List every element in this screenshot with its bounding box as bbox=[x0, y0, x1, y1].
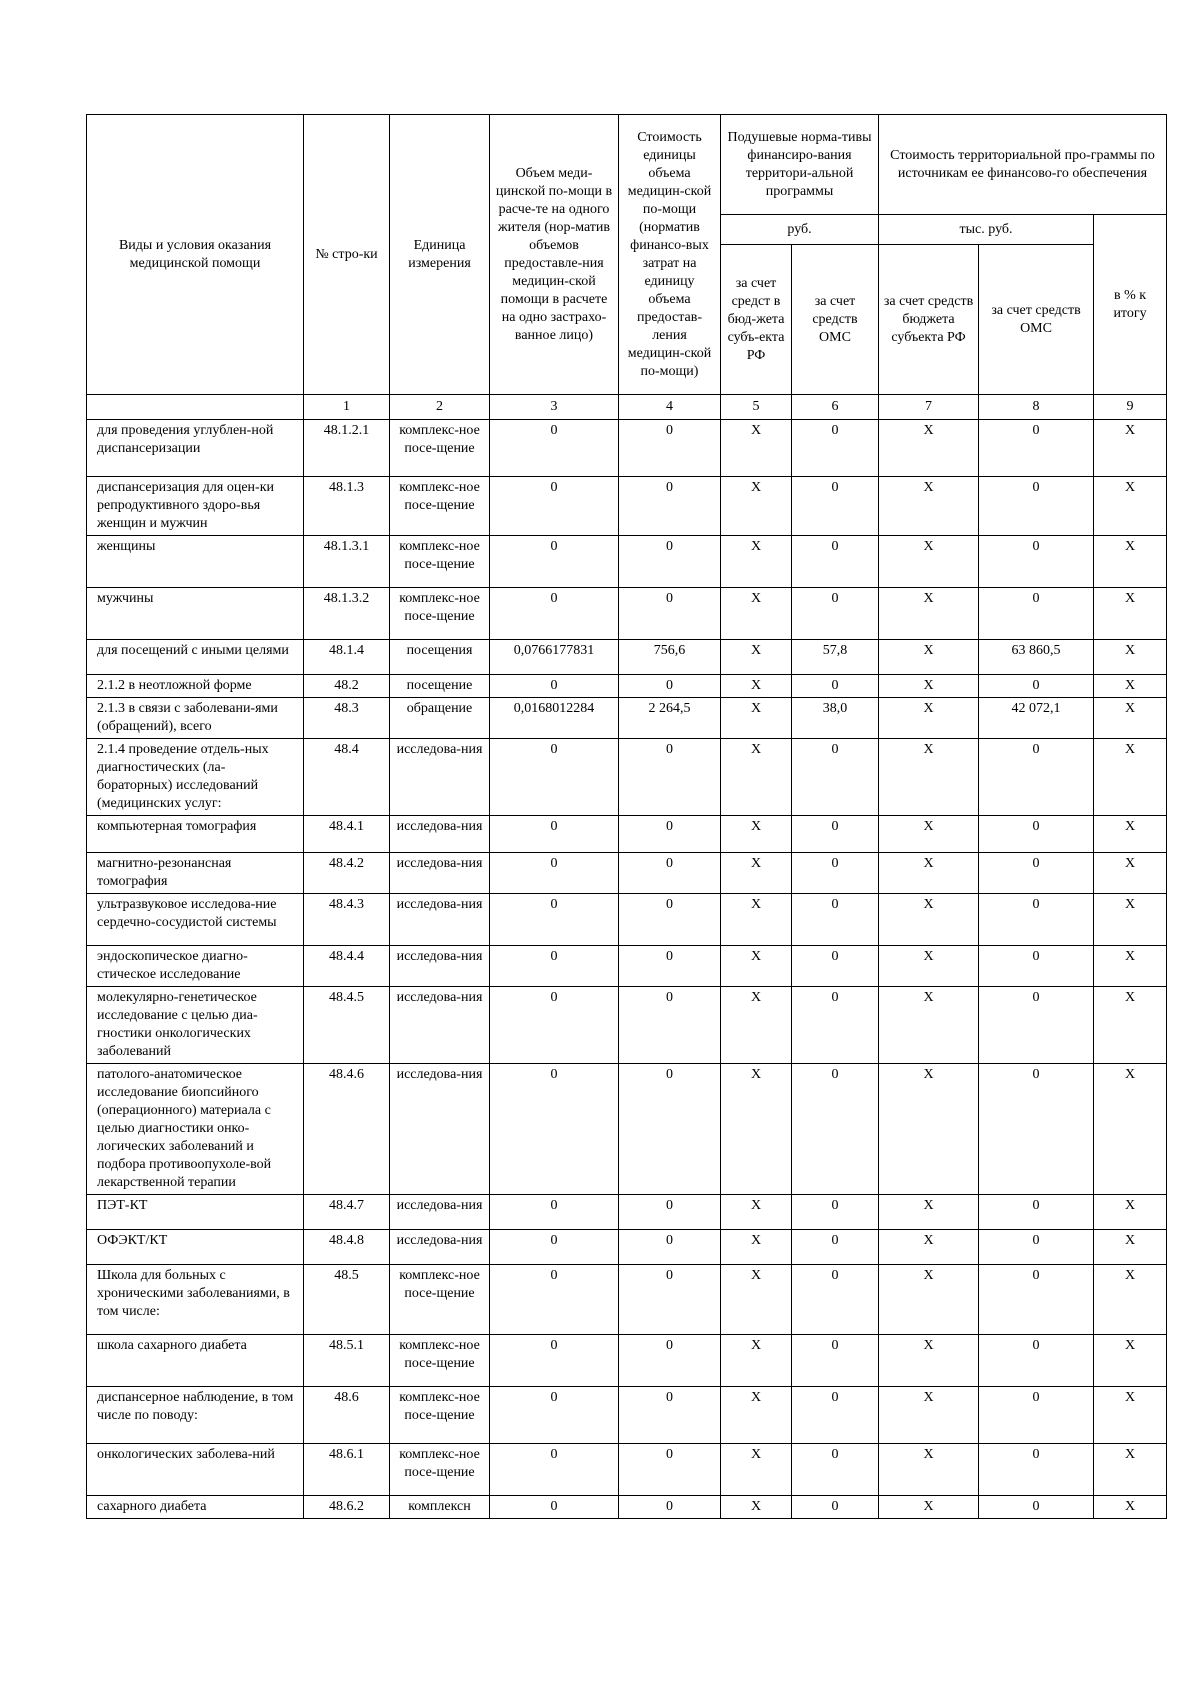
row-name: мужчины bbox=[87, 588, 304, 640]
row-budget-per-capita: X bbox=[721, 420, 792, 477]
row-oms-cost: 0 bbox=[979, 588, 1094, 640]
row-volume: 0 bbox=[490, 675, 619, 698]
table-row bbox=[87, 946, 1167, 987]
table-row bbox=[87, 1496, 1167, 1519]
row-percent: X bbox=[1094, 536, 1167, 588]
row-budget-cost: X bbox=[879, 675, 979, 698]
row-oms-per-capita: 38,0 bbox=[792, 698, 879, 739]
row-unit-cost: 0 bbox=[619, 894, 721, 946]
row-unit-cost: 0 bbox=[619, 739, 721, 816]
row-oms-cost: 0 bbox=[979, 675, 1094, 698]
row-oms-cost: 0 bbox=[979, 1230, 1094, 1265]
row-name: молекулярно-генетическое исследование с целью диа-гностики онкологических заболеваний bbox=[87, 987, 304, 1064]
row-number: 48.6.1 bbox=[304, 1444, 390, 1496]
row-oms-per-capita: 0 bbox=[792, 987, 879, 1064]
financing-table-container bbox=[86, 114, 1166, 1519]
row-budget-cost: X bbox=[879, 894, 979, 946]
row-budget-per-capita: X bbox=[721, 1444, 792, 1496]
column-number: 9 bbox=[1094, 395, 1167, 420]
row-budget-cost: X bbox=[879, 477, 979, 536]
table-row bbox=[87, 1195, 1167, 1230]
row-number: 48.6 bbox=[304, 1387, 390, 1444]
row-number: 48.5.1 bbox=[304, 1335, 390, 1387]
row-budget-cost: X bbox=[879, 946, 979, 987]
header-territorial-cost: Стоимость территориальной про-граммы по источникам ее финансово-го обеспечения bbox=[879, 115, 1167, 215]
row-name: для посещений с иными целями bbox=[87, 640, 304, 675]
table-row bbox=[87, 987, 1167, 1064]
row-volume: 0 bbox=[490, 536, 619, 588]
row-oms-cost: 0 bbox=[979, 1195, 1094, 1230]
row-number: 48.4.2 bbox=[304, 853, 390, 894]
row-budget-cost: X bbox=[879, 816, 979, 853]
row-unit-cost: 0 bbox=[619, 1195, 721, 1230]
column-number: 8 bbox=[979, 395, 1094, 420]
row-unit: исследова-ния bbox=[390, 739, 490, 816]
header-col9: в % к итогу bbox=[1094, 215, 1167, 395]
row-unit-cost: 2 264,5 bbox=[619, 698, 721, 739]
row-number: 48.1.3 bbox=[304, 477, 390, 536]
row-percent: X bbox=[1094, 1335, 1167, 1387]
row-oms-per-capita: 0 bbox=[792, 1444, 879, 1496]
row-number: 48.1.4 bbox=[304, 640, 390, 675]
row-name: сахарного диабета bbox=[87, 1496, 304, 1519]
row-unit-cost: 0 bbox=[619, 1265, 721, 1335]
row-oms-cost: 0 bbox=[979, 816, 1094, 853]
table-row bbox=[87, 816, 1167, 853]
row-oms-cost: 0 bbox=[979, 1444, 1094, 1496]
row-unit: исследова-ния bbox=[390, 987, 490, 1064]
header-row-number: № стро-ки bbox=[304, 115, 390, 395]
row-number: 48.4.5 bbox=[304, 987, 390, 1064]
row-oms-cost: 0 bbox=[979, 477, 1094, 536]
row-budget-cost: X bbox=[879, 1387, 979, 1444]
row-unit-cost: 0 bbox=[619, 477, 721, 536]
column-number: 4 bbox=[619, 395, 721, 420]
row-unit: исследова-ния bbox=[390, 1195, 490, 1230]
row-oms-per-capita: 0 bbox=[792, 1265, 879, 1335]
table-row bbox=[87, 536, 1167, 588]
row-budget-cost: X bbox=[879, 588, 979, 640]
row-budget-per-capita: X bbox=[721, 588, 792, 640]
row-unit: комплекс-ное посе-щение bbox=[390, 1444, 490, 1496]
row-unit-cost: 0 bbox=[619, 816, 721, 853]
row-oms-per-capita: 0 bbox=[792, 853, 879, 894]
row-budget-per-capita: X bbox=[721, 1195, 792, 1230]
row-name: 2.1.4 проведение отдель-ных диагностических (ла-бораторных) исследований (медицинских услуг: bbox=[87, 739, 304, 816]
table-row bbox=[87, 640, 1167, 675]
row-number: 48.4 bbox=[304, 739, 390, 816]
row-oms-cost: 63 860,5 bbox=[979, 640, 1094, 675]
row-percent: X bbox=[1094, 816, 1167, 853]
row-oms-per-capita: 0 bbox=[792, 536, 879, 588]
row-name: магнитно-резонансная томография bbox=[87, 853, 304, 894]
column-number: 7 bbox=[879, 395, 979, 420]
table-row bbox=[87, 1387, 1167, 1444]
row-oms-per-capita: 0 bbox=[792, 1230, 879, 1265]
row-budget-per-capita: X bbox=[721, 1265, 792, 1335]
table-row bbox=[87, 853, 1167, 894]
row-unit: комплексн bbox=[390, 1496, 490, 1519]
row-oms-per-capita: 57,8 bbox=[792, 640, 879, 675]
row-number: 48.4.8 bbox=[304, 1230, 390, 1265]
row-name: эндоскопическое диагно-стическое исследование bbox=[87, 946, 304, 987]
table-row bbox=[87, 1335, 1167, 1387]
header-volume: Объем меди-цинской по-мощи в расче-те на одного жителя (нор-матив объемов предоставле-ния медицин-ской помощи в расчете на одно застрахо-ванное лицо) bbox=[490, 115, 619, 395]
table-row bbox=[87, 894, 1167, 946]
row-oms-cost: 0 bbox=[979, 536, 1094, 588]
table-row bbox=[87, 698, 1167, 739]
row-budget-per-capita: X bbox=[721, 739, 792, 816]
table-row bbox=[87, 1064, 1167, 1195]
row-percent: X bbox=[1094, 739, 1167, 816]
row-volume: 0 bbox=[490, 1496, 619, 1519]
row-percent: X bbox=[1094, 1444, 1167, 1496]
row-budget-per-capita: X bbox=[721, 536, 792, 588]
header-unit: Единица измерения bbox=[390, 115, 490, 395]
row-volume: 0 bbox=[490, 1387, 619, 1444]
row-number: 48.6.2 bbox=[304, 1496, 390, 1519]
row-budget-per-capita: X bbox=[721, 946, 792, 987]
row-unit-cost: 0 bbox=[619, 1230, 721, 1265]
row-budget-cost: X bbox=[879, 536, 979, 588]
row-budget-cost: X bbox=[879, 1444, 979, 1496]
row-budget-cost: X bbox=[879, 640, 979, 675]
header-col5: за счет средст в бюд-жета субъ-екта РФ bbox=[721, 245, 792, 395]
table-row bbox=[87, 1230, 1167, 1265]
row-budget-cost: X bbox=[879, 739, 979, 816]
row-volume: 0 bbox=[490, 853, 619, 894]
row-budget-cost: X bbox=[879, 987, 979, 1064]
header-col7: за счет средств бюджета субъекта РФ bbox=[879, 245, 979, 395]
row-number: 48.4.4 bbox=[304, 946, 390, 987]
row-oms-per-capita: 0 bbox=[792, 675, 879, 698]
row-number: 48.1.3.2 bbox=[304, 588, 390, 640]
row-percent: X bbox=[1094, 987, 1167, 1064]
row-unit-cost: 0 bbox=[619, 1444, 721, 1496]
row-number: 48.4.7 bbox=[304, 1195, 390, 1230]
row-budget-cost: X bbox=[879, 853, 979, 894]
row-budget-cost: X bbox=[879, 1064, 979, 1195]
row-oms-per-capita: 0 bbox=[792, 477, 879, 536]
row-oms-cost: 0 bbox=[979, 1335, 1094, 1387]
row-oms-per-capita: 0 bbox=[792, 588, 879, 640]
row-number: 48.4.3 bbox=[304, 894, 390, 946]
row-budget-per-capita: X bbox=[721, 1496, 792, 1519]
column-number: 2 bbox=[390, 395, 490, 420]
row-unit: исследова-ния bbox=[390, 894, 490, 946]
row-percent: X bbox=[1094, 420, 1167, 477]
row-unit-cost: 0 bbox=[619, 675, 721, 698]
row-budget-cost: X bbox=[879, 698, 979, 739]
row-percent: X bbox=[1094, 588, 1167, 640]
row-unit: комплекс-ное посе-щение bbox=[390, 1265, 490, 1335]
row-unit-cost: 0 bbox=[619, 1064, 721, 1195]
row-name: 2.1.2 в неотложной форме bbox=[87, 675, 304, 698]
row-budget-per-capita: X bbox=[721, 640, 792, 675]
row-volume: 0 bbox=[490, 987, 619, 1064]
row-name: ультразвуковое исследова-ние сердечно-сосудистой системы bbox=[87, 894, 304, 946]
row-unit: комплекс-ное посе-щение bbox=[390, 588, 490, 640]
table-row bbox=[87, 420, 1167, 477]
row-oms-cost: 42 072,1 bbox=[979, 698, 1094, 739]
row-percent: X bbox=[1094, 1195, 1167, 1230]
row-volume: 0 bbox=[490, 477, 619, 536]
row-unit: комплекс-ное посе-щение bbox=[390, 477, 490, 536]
table-row bbox=[87, 739, 1167, 816]
row-unit: исследова-ния bbox=[390, 816, 490, 853]
row-oms-cost: 0 bbox=[979, 1496, 1094, 1519]
row-unit-cost: 0 bbox=[619, 588, 721, 640]
row-unit: исследова-ния bbox=[390, 946, 490, 987]
row-volume: 0 bbox=[490, 1195, 619, 1230]
row-oms-cost: 0 bbox=[979, 420, 1094, 477]
table-row bbox=[87, 477, 1167, 536]
row-oms-per-capita: 0 bbox=[792, 946, 879, 987]
row-volume: 0,0168012284 bbox=[490, 698, 619, 739]
row-number: 48.4.1 bbox=[304, 816, 390, 853]
row-unit-cost: 0 bbox=[619, 1496, 721, 1519]
row-unit-cost: 0 bbox=[619, 946, 721, 987]
row-percent: X bbox=[1094, 1265, 1167, 1335]
row-volume: 0 bbox=[490, 1265, 619, 1335]
table-row bbox=[87, 675, 1167, 698]
row-number: 48.1.3.1 bbox=[304, 536, 390, 588]
row-budget-cost: X bbox=[879, 1195, 979, 1230]
header-per-capita: Подушевые норма-тивы финансиро-вания территори-альной программы bbox=[721, 115, 879, 215]
row-number: 48.3 bbox=[304, 698, 390, 739]
header-rub: руб. bbox=[721, 215, 879, 245]
row-number: 48.2 bbox=[304, 675, 390, 698]
row-oms-cost: 0 bbox=[979, 946, 1094, 987]
row-unit-cost: 0 bbox=[619, 853, 721, 894]
column-number: 3 bbox=[490, 395, 619, 420]
row-budget-per-capita: X bbox=[721, 698, 792, 739]
row-oms-cost: 0 bbox=[979, 1387, 1094, 1444]
row-oms-cost: 0 bbox=[979, 894, 1094, 946]
row-budget-cost: X bbox=[879, 1496, 979, 1519]
header-col8: за счет средств ОМС bbox=[979, 245, 1094, 395]
row-percent: X bbox=[1094, 640, 1167, 675]
row-unit-cost: 0 bbox=[619, 987, 721, 1064]
row-unit: комплекс-ное посе-щение bbox=[390, 1387, 490, 1444]
row-oms-per-capita: 0 bbox=[792, 1195, 879, 1230]
row-volume: 0 bbox=[490, 588, 619, 640]
row-volume: 0 bbox=[490, 1444, 619, 1496]
row-budget-per-capita: X bbox=[721, 987, 792, 1064]
row-oms-cost: 0 bbox=[979, 1064, 1094, 1195]
row-oms-per-capita: 0 bbox=[792, 1496, 879, 1519]
row-oms-per-capita: 0 bbox=[792, 420, 879, 477]
row-name: компьютерная томография bbox=[87, 816, 304, 853]
row-unit-cost: 0 bbox=[619, 420, 721, 477]
row-volume: 0 bbox=[490, 1230, 619, 1265]
row-volume: 0 bbox=[490, 946, 619, 987]
row-percent: X bbox=[1094, 894, 1167, 946]
row-oms-per-capita: 0 bbox=[792, 1064, 879, 1195]
row-budget-per-capita: X bbox=[721, 1387, 792, 1444]
row-unit: посещения bbox=[390, 640, 490, 675]
row-percent: X bbox=[1094, 946, 1167, 987]
row-oms-cost: 0 bbox=[979, 1265, 1094, 1335]
row-budget-per-capita: X bbox=[721, 853, 792, 894]
row-volume: 0 bbox=[490, 816, 619, 853]
row-name: диспансеризация для оцен-ки репродуктивного здоро-вья женщин и мужчин bbox=[87, 477, 304, 536]
column-number: 1 bbox=[304, 395, 390, 420]
financing-table bbox=[86, 114, 1167, 1519]
row-budget-per-capita: X bbox=[721, 477, 792, 536]
row-percent: X bbox=[1094, 853, 1167, 894]
row-budget-cost: X bbox=[879, 1265, 979, 1335]
row-volume: 0,0766177831 bbox=[490, 640, 619, 675]
row-unit: посещение bbox=[390, 675, 490, 698]
row-unit: исследова-ния bbox=[390, 853, 490, 894]
row-budget-cost: X bbox=[879, 1335, 979, 1387]
table-row bbox=[87, 1444, 1167, 1496]
row-oms-per-capita: 0 bbox=[792, 1387, 879, 1444]
row-unit-cost: 0 bbox=[619, 1335, 721, 1387]
row-oms-per-capita: 0 bbox=[792, 894, 879, 946]
row-budget-cost: X bbox=[879, 1230, 979, 1265]
row-volume: 0 bbox=[490, 420, 619, 477]
row-oms-cost: 0 bbox=[979, 853, 1094, 894]
row-budget-per-capita: X bbox=[721, 894, 792, 946]
row-budget-cost: X bbox=[879, 420, 979, 477]
row-name: диспансерное наблюдение, в том числе по поводу: bbox=[87, 1387, 304, 1444]
row-name: школа сахарного диабета bbox=[87, 1335, 304, 1387]
row-unit: комплекс-ное посе-щение bbox=[390, 536, 490, 588]
row-name: ОФЭКТ/КТ bbox=[87, 1230, 304, 1265]
table-row bbox=[87, 588, 1167, 640]
header-col6: за счет средств ОМС bbox=[792, 245, 879, 395]
row-percent: X bbox=[1094, 1230, 1167, 1265]
row-unit: обращение bbox=[390, 698, 490, 739]
row-budget-per-capita: X bbox=[721, 1064, 792, 1195]
row-oms-per-capita: 0 bbox=[792, 739, 879, 816]
row-name: женщины bbox=[87, 536, 304, 588]
row-name: ПЭТ-КТ bbox=[87, 1195, 304, 1230]
header-view: Виды и условия оказания медицинской помощи bbox=[87, 115, 304, 395]
row-percent: X bbox=[1094, 1496, 1167, 1519]
table-header bbox=[87, 115, 1167, 420]
header-thousand-rub: тыс. руб. bbox=[879, 215, 1094, 245]
row-percent: X bbox=[1094, 1387, 1167, 1444]
row-name: патолого-анатомическое исследование биопсийного (операционного) материала с целью диагностики онко-логических заболеваний и подбора противоопухоле-вой лекарственной терапии bbox=[87, 1064, 304, 1195]
row-unit-cost: 756,6 bbox=[619, 640, 721, 675]
column-number: 5 bbox=[721, 395, 792, 420]
row-number: 48.5 bbox=[304, 1265, 390, 1335]
row-budget-per-capita: X bbox=[721, 1335, 792, 1387]
row-oms-cost: 0 bbox=[979, 739, 1094, 816]
row-volume: 0 bbox=[490, 739, 619, 816]
row-percent: X bbox=[1094, 1064, 1167, 1195]
row-name: Школа для больных с хроническими заболеваниями, в том числе: bbox=[87, 1265, 304, 1335]
row-name: онкологических заболева-ний bbox=[87, 1444, 304, 1496]
row-volume: 0 bbox=[490, 1335, 619, 1387]
row-budget-per-capita: X bbox=[721, 675, 792, 698]
column-number bbox=[87, 395, 304, 420]
header-unit-cost: Стоимость единицы объема медицин-ской по-мощи (норматив финансо-вых затрат на единицу объема предостав-ления медицин-ской по-мощи) bbox=[619, 115, 721, 395]
row-budget-per-capita: X bbox=[721, 816, 792, 853]
row-oms-cost: 0 bbox=[979, 987, 1094, 1064]
row-unit: комплекс-ное посе-щение bbox=[390, 1335, 490, 1387]
row-unit: исследова-ния bbox=[390, 1230, 490, 1265]
row-percent: X bbox=[1094, 698, 1167, 739]
column-number: 6 bbox=[792, 395, 879, 420]
row-unit: комплекс-ное посе-щение bbox=[390, 420, 490, 477]
row-volume: 0 bbox=[490, 1064, 619, 1195]
row-name: для проведения углублен-ной диспансеризации bbox=[87, 420, 304, 477]
table-body bbox=[87, 420, 1167, 1519]
row-unit: исследова-ния bbox=[390, 1064, 490, 1195]
row-oms-per-capita: 0 bbox=[792, 1335, 879, 1387]
row-percent: X bbox=[1094, 675, 1167, 698]
row-budget-per-capita: X bbox=[721, 1230, 792, 1265]
row-unit-cost: 0 bbox=[619, 1387, 721, 1444]
row-number: 48.4.6 bbox=[304, 1064, 390, 1195]
table-row bbox=[87, 1265, 1167, 1335]
column-number-row bbox=[87, 395, 1167, 420]
row-unit-cost: 0 bbox=[619, 536, 721, 588]
row-volume: 0 bbox=[490, 894, 619, 946]
row-name: 2.1.3 в связи с заболевани-ями (обращений), всего bbox=[87, 698, 304, 739]
row-number: 48.1.2.1 bbox=[304, 420, 390, 477]
row-oms-per-capita: 0 bbox=[792, 816, 879, 853]
row-percent: X bbox=[1094, 477, 1167, 536]
